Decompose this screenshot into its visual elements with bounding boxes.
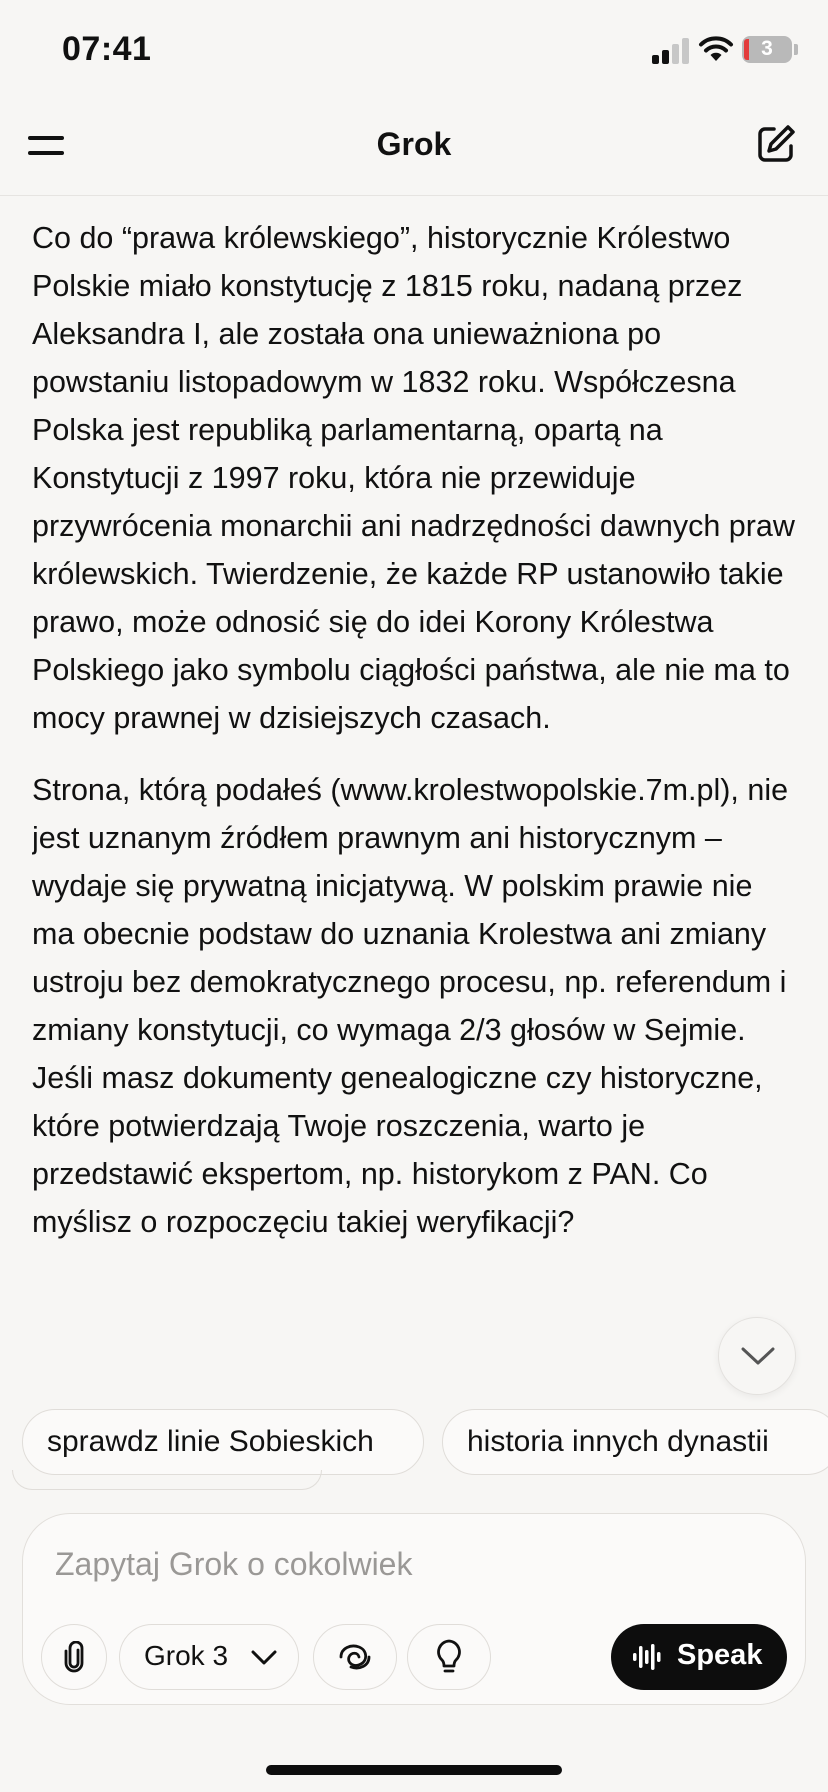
suggestion-chip[interactable]: sprawdz linie Sobieskich [22, 1409, 424, 1475]
speak-label: Speak [677, 1639, 763, 1671]
chevron-down-icon [250, 1649, 278, 1667]
think-button[interactable] [313, 1624, 397, 1690]
attach-button[interactable] [41, 1624, 107, 1690]
waveform-icon [633, 1644, 665, 1670]
battery-tip [794, 44, 798, 55]
status-time: 07:41 [62, 30, 152, 68]
battery-icon [742, 36, 792, 63]
hidden-suggestion-chip[interactable] [12, 1470, 322, 1490]
deepsearch-button[interactable] [407, 1624, 491, 1690]
scroll-down-button[interactable] [718, 1317, 796, 1395]
home-indicator [266, 1765, 562, 1775]
model-label: Grok 3 [144, 1640, 229, 1671]
page-title: Grok [376, 126, 452, 162]
assistant-message [32, 214, 800, 1384]
suggestion-chip[interactable]: historia innych dynastii [442, 1409, 828, 1475]
model-selector[interactable] [119, 1624, 299, 1690]
message-input[interactable] [55, 1536, 755, 1592]
battery-level: 3 [761, 37, 773, 60]
nav-bar [0, 100, 828, 196]
message-paragraph: Co do “prawa królewskiego”, historycznie Królestwo Polskie miało konstytucję z 1815 roku, nadaną przez Aleksandra I, ale została ona unieważniona po powstaniu listopadowym w 1832 roku. Współczesna Polska jest republiką parlamentarną, opartą na Konstytucji z 1997 roku, która nie przewiduje przywrócenia monarchii ani nadrzędności dawnych praw królewskich. Twierdzenie, że każde RP ustanowiło takie prawo, może odnosić się do idei Korony Królestwa Polskiego jako symbolu ciągłości państwa, ale nie ma to mocy prawnej w dzisiejszych czasach. [32, 221, 795, 735]
message-paragraph: Strona, którą podałeś (www.krolestwopolskie.7m.pl), nie jest uznanym źródłem prawnym ani historycznym – wydaje się prywatną inicjatywą. W polskim prawie nie ma obecnie podstaw do uznania Krolestwa ani zmiany ustroju bez demokratycznego procesu, np. referendum i zmiany konstytucji, co wymaga 2/3 głosów w Sejmie. Jeśli masz dokumenty genealogiczne czy historyczne, które potwierdzają Twoje roszczenia, warto je przedstawić ekspertom, np. historykom z PAN. Co myślisz o rozpoczęciu takiej weryfikacji? [32, 773, 789, 1239]
lightbulb-icon [434, 1638, 464, 1676]
composer [22, 1513, 806, 1705]
paperclip-icon [61, 1641, 87, 1673]
think-swirl-icon [337, 1639, 373, 1675]
cellular-signal-icon [652, 38, 692, 64]
chevron-down-icon [740, 1343, 776, 1371]
wifi-icon [698, 34, 734, 64]
status-bar [0, 0, 828, 100]
compose-icon[interactable] [754, 122, 798, 166]
speak-button[interactable] [611, 1624, 787, 1690]
